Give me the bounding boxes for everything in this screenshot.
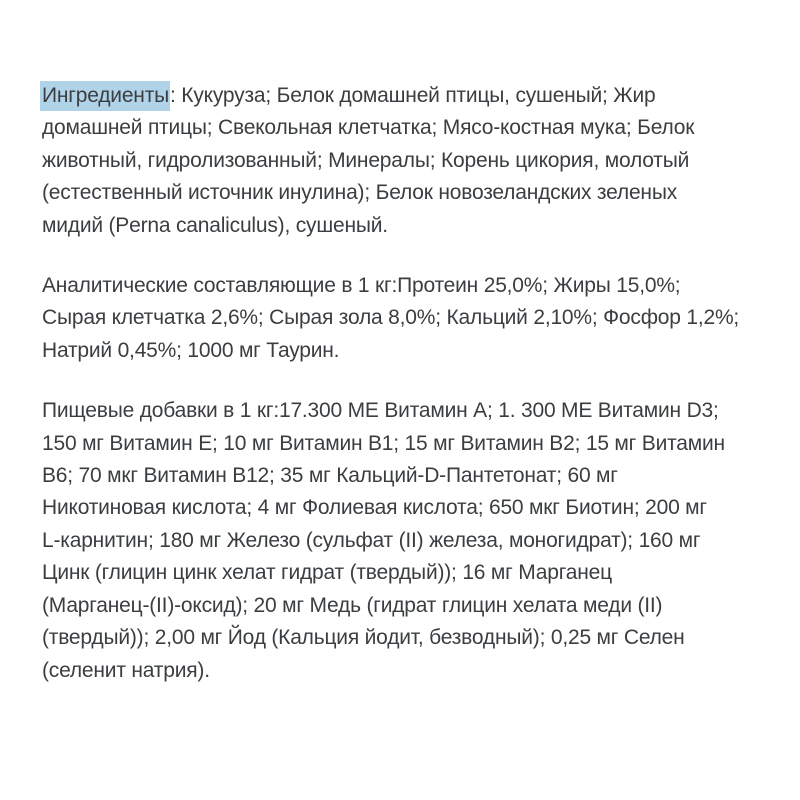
analytical-constituents-paragraph [42, 270, 758, 367]
text-line: (Марганец-(II)-оксид); 20 мг Медь (гидрат глицин хелата меди (II) [42, 593, 663, 617]
text-line: 150 мг Витамин Е; 10 мг Витамин В1; 15 мг Витамин В2; 15 мг Витамин [42, 431, 725, 455]
text-line: Никотиновая кислота; 4 мг Фолиевая кислота; 650 мкг Биотин; 200 мг [42, 496, 707, 520]
text-line [42, 80, 758, 112]
text-line: Цинк (глицин цинк хелат гидрат (твердый)); 16 мг Марганец [42, 561, 612, 585]
text-line: (твердый)); 2,00 мг Йод (Кальция йодит, безводный); 0,25 мг Селен [42, 626, 685, 650]
ingredients-paragraph [42, 80, 758, 242]
ingredients-line1-rest: : Кукуруза; Белок домашней птицы, сушеный; Жир [170, 84, 656, 107]
selection-highlight: Ингредиенты [40, 81, 170, 111]
text-line: домашней птицы; Свекольная клетчатка; Мясо-костная мука; Белок [42, 116, 695, 140]
nutritional-additives-paragraph [42, 395, 758, 687]
text-line: Сырая клетчатка 2,6%; Сырая зола 8,0%; Кальций 2,10%; Фосфор 1,2%; [42, 306, 740, 330]
text-line: животный, гидролизованный; Минералы; Корень цикория, молотый [42, 148, 690, 172]
text-line: L-карнитин; 180 мг Железо (сульфат (II) железа, моногидрат); 160 мг [42, 528, 701, 552]
text-line: Пищевые добавки в 1 кг:17.300 МЕ Витамин А; 1. 300 МЕ Витамин D3; [42, 399, 719, 423]
text-line: (селенит натрия). [42, 658, 210, 682]
text-line: (естественный источник инулина); Белок новозеландских зеленых [42, 181, 678, 205]
text-line: Аналитические составляющие в 1 кг:Протеин 25,0%; Жиры 15,0%; [42, 274, 681, 298]
text-line: мидий (Perna canaliculus), сушеный. [42, 213, 388, 237]
product-description-text [42, 80, 758, 687]
text-line: В6; 70 мкг Витамин В12; 35 мг Кальций-D-Пантетонат; 60 мг [42, 464, 618, 488]
text-line: Натрий 0,45%; 1000 мг Таурин. [42, 338, 340, 362]
